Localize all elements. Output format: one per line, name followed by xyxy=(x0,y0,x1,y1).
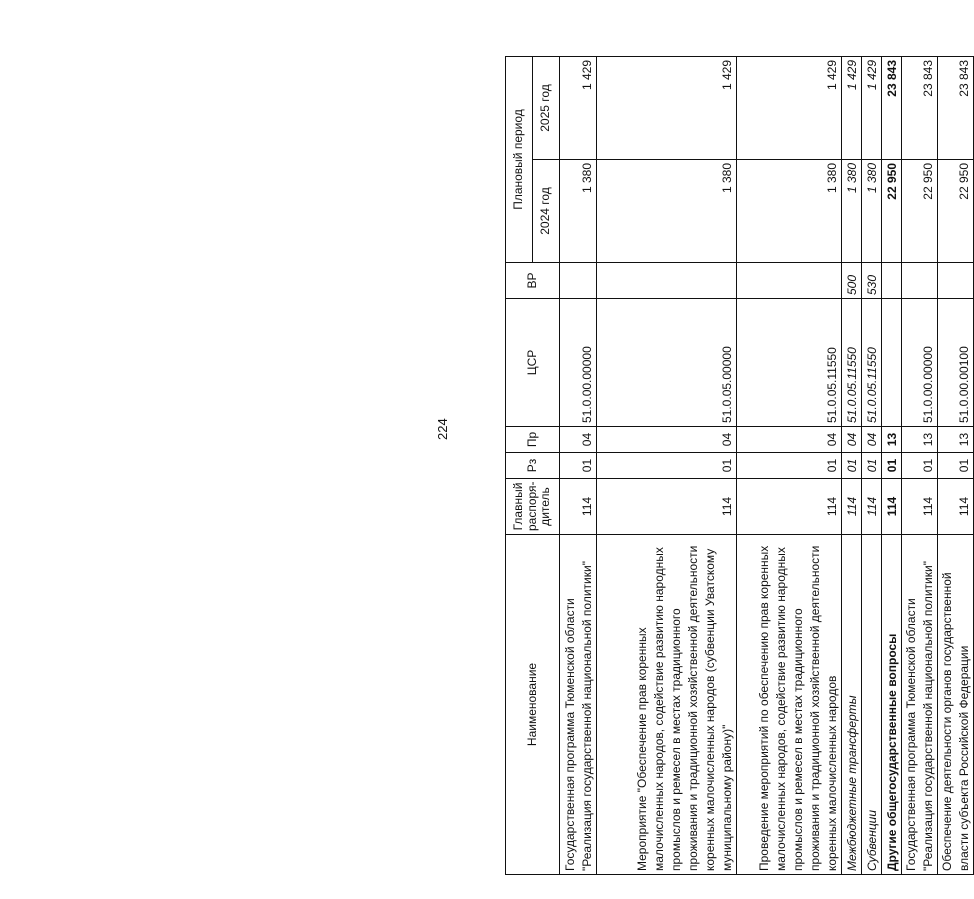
row-2025: 1 429 xyxy=(737,56,842,159)
row-2025: 1 429 xyxy=(597,56,737,159)
row-2025: 1 429 xyxy=(560,56,597,159)
row-vr xyxy=(902,263,938,299)
table-row xyxy=(842,56,862,874)
row-rz: 01 xyxy=(597,453,737,479)
row-name: Обеспечение деятельности органов государственной власти субъекта Российской Федерации xyxy=(938,535,974,875)
row-gr: 114 xyxy=(902,479,938,535)
table-row xyxy=(560,56,597,874)
header-row-top xyxy=(506,56,533,874)
header-csr: ЦСР xyxy=(506,299,560,427)
row-2025: 1 429 xyxy=(862,56,882,159)
header-plan-period: Плановый период xyxy=(506,56,533,262)
row-rz: 01 xyxy=(882,453,902,479)
row-pr: 04 xyxy=(862,427,882,453)
row-name: Проведение мероприятий по обеспечению прав коренных малочисленных народов, содействие развитию народных промыслов и ремесел в местах традиционного проживания и традиционной хозяйственной деятельности коренных малочисленных народов xyxy=(737,535,842,875)
table-row xyxy=(938,56,974,874)
row-rz: 01 xyxy=(902,453,938,479)
row-rz: 01 xyxy=(842,453,862,479)
row-vr xyxy=(938,263,974,299)
header-vr: ВР xyxy=(506,263,560,299)
budget-table xyxy=(505,56,974,875)
row-csr: 51.0.05.11550 xyxy=(737,299,842,427)
row-vr: 530 xyxy=(862,263,882,299)
row-2024: 1 380 xyxy=(862,160,882,263)
row-gr: 114 xyxy=(842,479,862,535)
budget-table-rotated xyxy=(505,57,971,875)
row-name: Государственная программа Тюменской области "Реализация государственной национальной политики" xyxy=(902,535,938,875)
row-2025: 23 843 xyxy=(938,56,974,159)
row-gr: 114 xyxy=(882,479,902,535)
row-gr: 114 xyxy=(737,479,842,535)
header-name: Наименование xyxy=(506,535,560,875)
row-pr: 04 xyxy=(842,427,862,453)
row-2024: 22 950 xyxy=(938,160,974,263)
header-rz: Рз xyxy=(506,453,560,479)
row-gr: 114 xyxy=(862,479,882,535)
row-gr: 114 xyxy=(560,479,597,535)
row-pr: 04 xyxy=(597,427,737,453)
table-row xyxy=(737,56,842,874)
row-vr: 500 xyxy=(842,263,862,299)
page-number: 224 xyxy=(435,418,450,440)
header-gr: Главный распоря-дитель xyxy=(506,479,560,535)
table-row xyxy=(902,56,938,874)
table-row xyxy=(862,56,882,874)
row-2024: 1 380 xyxy=(597,160,737,263)
row-name: Другие общегосударственные вопросы xyxy=(882,535,902,875)
row-vr xyxy=(882,263,902,299)
row-rz: 01 xyxy=(938,453,974,479)
row-csr: 51.0.05.11550 xyxy=(842,299,862,427)
row-pr: 04 xyxy=(737,427,842,453)
row-gr: 114 xyxy=(938,479,974,535)
row-csr: 51.0.00.00000 xyxy=(560,299,597,427)
row-2025: 23 843 xyxy=(902,56,938,159)
row-2024: 1 380 xyxy=(737,160,842,263)
row-2025: 23 843 xyxy=(882,56,902,159)
row-2025: 1 429 xyxy=(842,56,862,159)
row-name: Мероприятие "Обеспечение прав коренных малочисленных народов, содействие развитию народных промыслов и ремесел в местах традиционного проживания и традиционной хозяйственной деятельности коренных малочисленных народов (субвенции Уватскому муниципальному району)" xyxy=(597,535,737,875)
row-csr: 51.0.05.11550 xyxy=(862,299,882,427)
row-pr: 13 xyxy=(882,427,902,453)
row-vr xyxy=(597,263,737,299)
row-csr xyxy=(882,299,902,427)
header-2025: 2025 год xyxy=(533,56,560,159)
row-2024: 1 380 xyxy=(842,160,862,263)
row-pr: 13 xyxy=(902,427,938,453)
row-csr: 51.0.05.00000 xyxy=(597,299,737,427)
row-rz: 01 xyxy=(737,453,842,479)
row-csr: 51.0.00.00000 xyxy=(902,299,938,427)
table-row xyxy=(597,56,737,874)
row-name: Межбюджетные трансферты xyxy=(842,535,862,875)
table-row xyxy=(882,56,902,874)
row-vr xyxy=(560,263,597,299)
row-2024: 22 950 xyxy=(882,160,902,263)
row-pr: 04 xyxy=(560,427,597,453)
row-2024: 22 950 xyxy=(902,160,938,263)
row-2024: 1 380 xyxy=(560,160,597,263)
row-vr xyxy=(737,263,842,299)
row-csr: 51.0.00.00100 xyxy=(938,299,974,427)
header-pr: Пр xyxy=(506,427,560,453)
row-name: Субвенции xyxy=(862,535,882,875)
row-rz: 01 xyxy=(862,453,882,479)
row-rz: 01 xyxy=(560,453,597,479)
row-name: Государственная программа Тюменской области "Реализация государственной национальной политики" xyxy=(560,535,597,875)
row-pr: 13 xyxy=(938,427,974,453)
header-2024: 2024 год xyxy=(533,160,560,263)
row-gr: 114 xyxy=(597,479,737,535)
